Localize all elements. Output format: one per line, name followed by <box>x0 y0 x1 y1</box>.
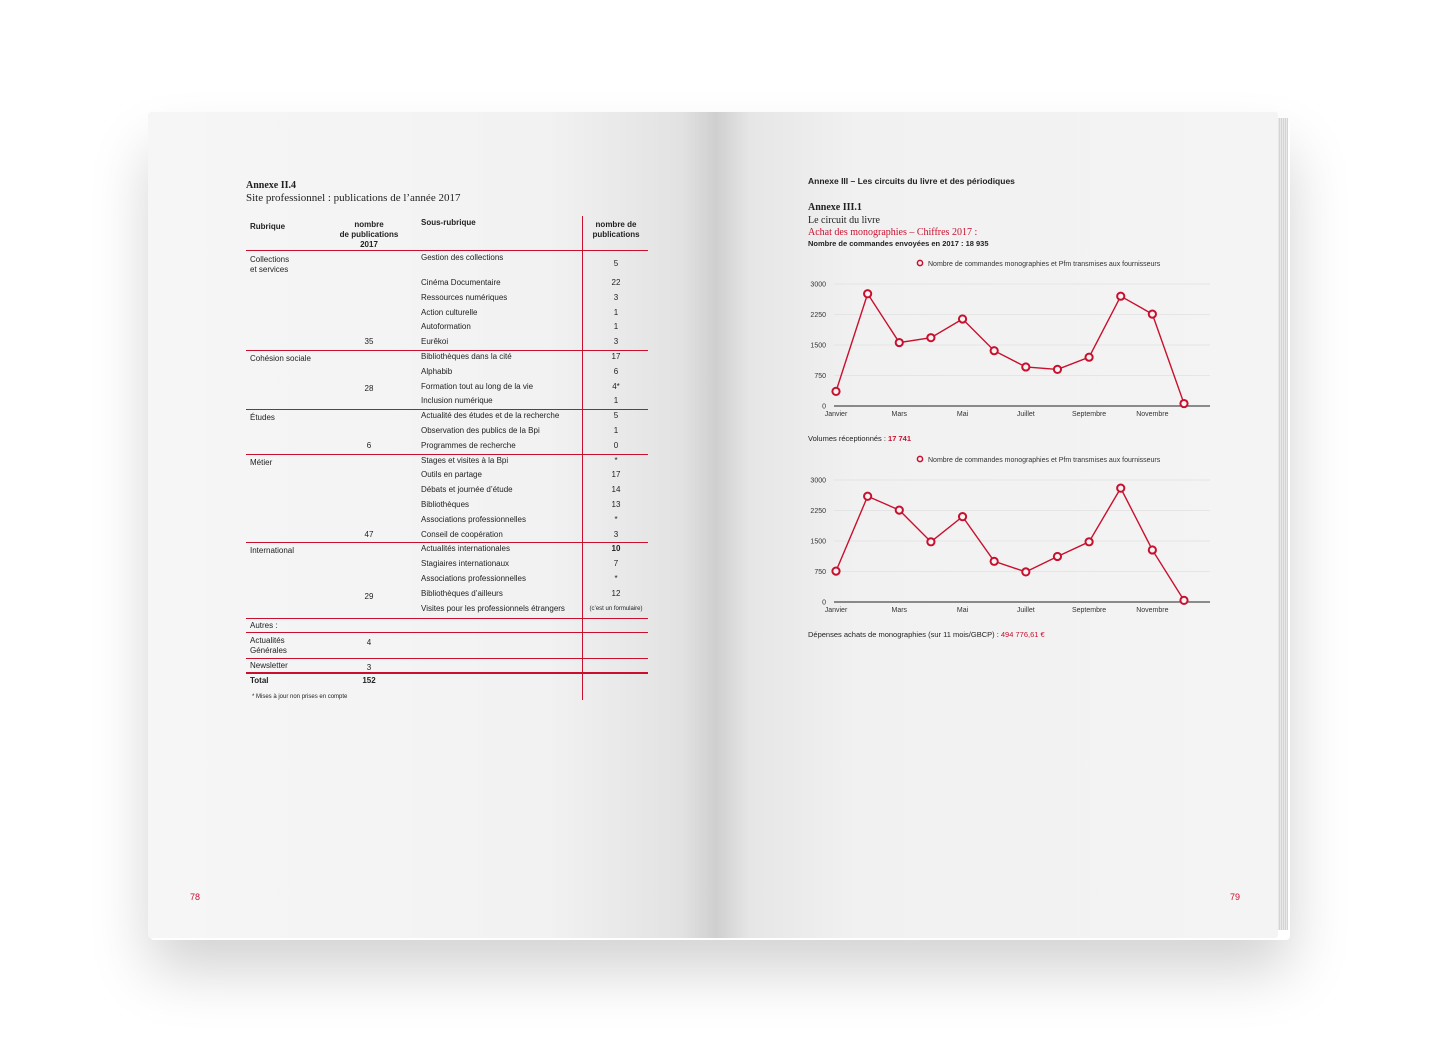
rubrique-total: 29 <box>364 591 374 601</box>
subrubrique-label: Associations professionnelles <box>421 514 526 524</box>
rubrique-label-line2: et services <box>250 265 289 274</box>
column-divider <box>582 216 583 700</box>
publication-count: 1 <box>613 322 619 332</box>
x-tick-label: Novembre <box>1136 607 1169 614</box>
group-separator <box>246 350 648 351</box>
data-point <box>927 538 934 545</box>
page-number-right: 79 <box>1230 892 1241 902</box>
series-line <box>836 488 1184 600</box>
y-tick-label: 1500 <box>810 342 826 350</box>
x-tick-label: Mars <box>891 607 908 614</box>
rubrique-label: Études <box>250 413 275 423</box>
x-tick-label: Juillet <box>1016 411 1035 418</box>
publication-count: * <box>614 574 618 583</box>
orders-line: Nombre de commandes envoyées en 2017 : 18 935 <box>808 239 989 248</box>
data-point <box>1117 293 1124 300</box>
publication-count: 4* <box>612 381 620 391</box>
autres-separator <box>246 618 648 619</box>
subrubrique-label: Gestion des collections <box>421 253 504 262</box>
data-point <box>991 347 998 354</box>
rubrique-total: 28 <box>364 384 374 394</box>
expense-line: Dépenses achats de monographies (sur 11 mois/GBCP) : 494 776,61 € <box>808 630 1045 639</box>
publication-count: 3 <box>613 337 619 347</box>
subrubrique-label: Stagiaires internationaux <box>421 559 510 569</box>
subrubrique-label: Eurêkoi <box>421 337 449 347</box>
subrubrique-label: Débats et journée d’étude <box>421 485 513 495</box>
subrubrique-label: Inclusion numérique <box>421 396 493 406</box>
data-point <box>959 513 966 520</box>
legend-marker-icon <box>917 456 922 461</box>
subrubrique-label: Action culturelle <box>421 307 478 317</box>
newsletter-label: Newsletter <box>250 660 288 670</box>
publication-count: (c’est un formulaire) <box>589 605 643 612</box>
data-point <box>1180 597 1187 604</box>
legend-label: Nombre de commandes monographies et Pfm transmises aux fournisseurs <box>928 261 1161 268</box>
subrubrique-label: Programmes de recherche <box>421 440 516 450</box>
annex-subtitle-right: Le circuit du livre <box>808 215 880 226</box>
publication-count: 14 <box>611 485 621 495</box>
volumes-line: Volumes réceptionnés : 17 741 <box>808 434 911 443</box>
x-tick-label: Mars <box>891 411 908 418</box>
subrubrique-label: Associations professionnelles <box>421 574 526 583</box>
data-point <box>1022 568 1029 575</box>
footnote: * Mises à jour non prises en compte <box>252 693 348 700</box>
publication-count: 5 <box>613 411 619 421</box>
y-tick-label: 750 <box>814 569 826 576</box>
publication-count: 0 <box>613 440 619 450</box>
publication-count: 3 <box>613 529 619 539</box>
x-tick-label: Janvier <box>824 411 848 418</box>
y-tick-label: 750 <box>814 373 826 380</box>
x-tick-label: Juillet <box>1016 607 1035 614</box>
subrubrique-label: Cinéma Documentaire <box>421 278 501 287</box>
publication-count: 22 <box>611 278 621 287</box>
publication-count: 7 <box>613 559 619 569</box>
publication-count: 1 <box>613 426 619 435</box>
subrubrique-label: Autoformation <box>421 322 471 332</box>
x-tick-label: Janvier <box>824 607 848 614</box>
subrubrique-label: Stages et visites à la Bpi <box>421 455 509 465</box>
actualites-total: 4 <box>366 637 372 647</box>
data-point <box>1180 400 1187 407</box>
subrubrique-label: Observation des publics de la Bpi <box>421 426 540 435</box>
data-point <box>1054 553 1061 560</box>
subrubrique-label: Outils en partage <box>421 470 482 480</box>
data-point <box>832 567 839 574</box>
publication-count: 17 <box>611 470 621 480</box>
publication-count: 5 <box>613 259 619 268</box>
section-heading: Annexe III – Les circuits du livre et des périodiques <box>808 176 1015 186</box>
y-tick-label: 1500 <box>810 538 826 546</box>
data-point <box>1085 354 1092 361</box>
actualites-label-line2: Générales <box>250 645 287 655</box>
data-point <box>927 334 934 341</box>
subrubrique-label: Actualités internationales <box>421 544 510 554</box>
total-value: 152 <box>362 675 376 685</box>
chart-2 <box>800 452 1220 622</box>
y-tick-label: 2250 <box>810 312 826 319</box>
page-number-left: 78 <box>190 892 201 902</box>
y-tick-label: 3000 <box>810 477 826 485</box>
publication-count: * <box>614 455 618 465</box>
group-separator <box>246 454 648 455</box>
publication-count: * <box>614 514 618 524</box>
data-point <box>1117 485 1124 492</box>
autres-label: Autres : <box>250 620 278 630</box>
right-page <box>716 112 1278 938</box>
y-tick-label: 0 <box>822 599 826 607</box>
publication-count: 13 <box>611 500 621 509</box>
data-point <box>896 339 903 346</box>
x-tick-label: Novembre <box>1136 411 1169 418</box>
chart-1 <box>800 256 1220 426</box>
x-tick-label: Septembre <box>1071 607 1107 614</box>
series-line <box>836 294 1184 404</box>
rubrique-label: Collections <box>250 255 290 264</box>
subrubrique-label: Formation tout au long de la vie <box>421 381 534 391</box>
rubrique-label: International <box>250 546 295 556</box>
subrubrique-label: Ressources numériques <box>421 292 508 302</box>
subrubrique-label: Alphabib <box>421 366 453 376</box>
x-tick-label: Mai <box>956 411 969 418</box>
actualites-label: Actualités <box>250 635 285 645</box>
rubrique-total: 35 <box>364 337 374 347</box>
publication-count: 17 <box>611 352 621 361</box>
y-tick-label: 0 <box>822 403 826 411</box>
header-rubrique: Rubrique <box>250 222 286 231</box>
data-point <box>959 315 966 322</box>
total-label: Total <box>250 675 269 685</box>
data-point <box>1149 310 1156 317</box>
data-point <box>864 290 871 297</box>
data-point <box>991 558 998 565</box>
subrubrique-label: Bibliothèques dans la cité <box>421 352 512 361</box>
publication-count: 10 <box>611 544 621 554</box>
total-separator <box>246 672 648 674</box>
subrubrique-label: Bibliothèques d’ailleurs <box>421 588 503 598</box>
rubrique-total: 47 <box>364 529 374 539</box>
header-nombre-publications: nombre de publications <box>592 220 640 239</box>
left-page <box>148 112 716 938</box>
publication-count: 3 <box>613 292 619 302</box>
data-point <box>1022 363 1029 370</box>
header-nombre-2017: nombre de publications 2017 <box>339 220 399 249</box>
y-tick-label: 3000 <box>810 281 826 289</box>
publication-count: 6 <box>613 366 619 376</box>
data-point <box>1054 366 1061 373</box>
x-tick-label: Septembre <box>1071 411 1107 418</box>
data-point <box>864 493 871 500</box>
data-point <box>896 506 903 513</box>
legend-marker-icon <box>917 260 922 265</box>
data-point <box>832 388 839 395</box>
rubrique-total: 6 <box>366 440 372 450</box>
annex-title-right: Annexe III.1 <box>808 202 862 213</box>
publication-count: 1 <box>613 396 619 406</box>
subrubrique-label: Bibliothèques <box>421 500 470 509</box>
newsletter-total: 3 <box>366 662 372 672</box>
annex-subtitle: Site professionnel : publications de l’année 2017 <box>246 192 461 204</box>
legend-label: Nombre de commandes monographies et Pfm transmises aux fournisseurs <box>928 457 1161 464</box>
subrubrique-label: Conseil de coopération <box>421 529 503 539</box>
subrubrique-label: Visites pour les professionnels étrangers <box>421 603 565 613</box>
data-point <box>1085 538 1092 545</box>
publication-count: 12 <box>611 588 621 598</box>
header-separator <box>246 250 648 251</box>
annex-title: Annexe II.4 <box>246 180 297 191</box>
rubrique-label: Métier <box>250 457 273 467</box>
rubrique-label: Cohésion sociale <box>250 354 311 363</box>
data-point <box>1149 546 1156 553</box>
y-tick-label: 2250 <box>810 508 826 515</box>
actualites-separator <box>246 632 648 633</box>
subrubrique-label: Actualité des études et de la recherche <box>421 411 560 421</box>
group-separator <box>246 542 648 543</box>
newsletter-separator <box>246 658 648 659</box>
chart-section-title: Achat des monographies – Chiffres 2017 : <box>808 227 978 238</box>
x-tick-label: Mai <box>956 607 969 614</box>
header-sous-rubrique: Sous-rubrique <box>421 218 476 227</box>
group-separator <box>246 409 648 410</box>
publication-count: 1 <box>613 307 619 317</box>
